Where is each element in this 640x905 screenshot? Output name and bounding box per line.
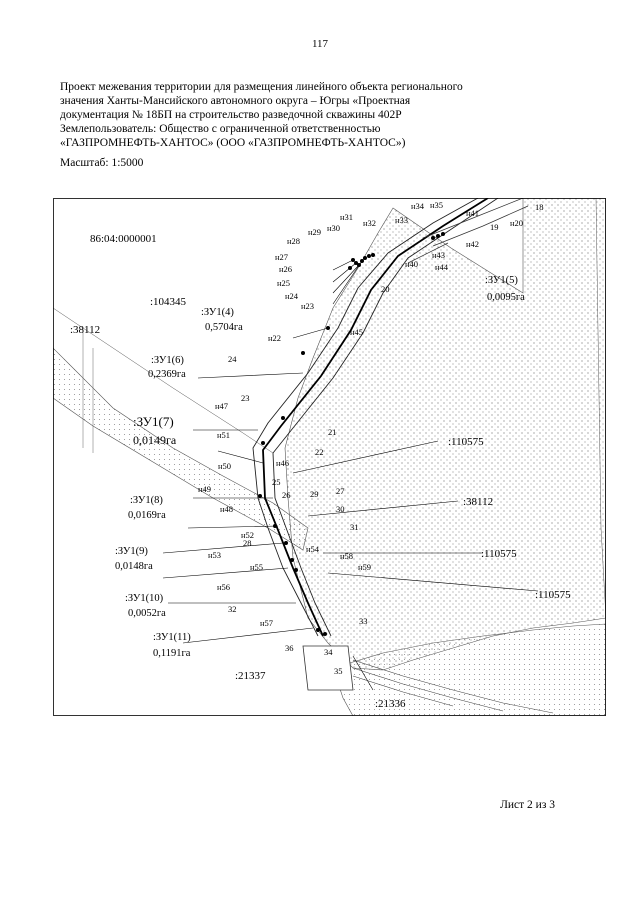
label-38112-left: :38112 — [70, 324, 101, 336]
pt-26: 26 — [282, 490, 291, 500]
pt-n25: н25 — [277, 278, 291, 288]
pt-29: 29 — [310, 489, 319, 499]
title-line-1: Проект межевания территории для размещения линейного объекта регионального — [60, 81, 463, 93]
pt-n43: н43 — [432, 250, 446, 260]
pt-n44: н44 — [435, 262, 449, 272]
pt-n40: н40 — [405, 259, 419, 269]
map-scale: Масштаб: 1:5000 — [60, 157, 144, 169]
pt-n50: н50 — [218, 461, 232, 471]
pt-n27: н27 — [275, 252, 289, 262]
pt-n58: н58 — [340, 551, 354, 561]
plot-8-area: 0,0169га — [128, 510, 166, 521]
label-quarter: 86:04:0000001 — [90, 233, 157, 245]
label-104345: :104345 — [150, 296, 187, 308]
label-21336: :21336 — [375, 698, 406, 710]
pt-n41: н41 — [466, 208, 480, 218]
pt-n31: н31 — [340, 212, 354, 222]
pt-n30: н30 — [327, 223, 341, 233]
pt-34: 34 — [324, 647, 333, 657]
pt-n35: н35 — [430, 200, 444, 210]
pt-n33: н33 — [395, 215, 409, 225]
pt-n45: н45 — [350, 327, 364, 337]
pt-n24: н24 — [285, 291, 299, 301]
pt-27: 27 — [336, 486, 345, 496]
pt-n49: н49 — [198, 484, 212, 494]
survey-map — [53, 198, 606, 716]
pt-22: 22 — [315, 447, 324, 457]
pt-21: 21 — [328, 427, 337, 437]
title-line-3: документация № 18БП на строительство разведочной скважины 402Р — [60, 109, 402, 121]
pt-n52: н52 — [241, 530, 255, 540]
plot-6-area: 0,2369га — [148, 369, 186, 380]
label-110575-a: :110575 — [448, 436, 484, 448]
pt-n54: н54 — [306, 544, 320, 554]
pt-n51: н51 — [217, 430, 231, 440]
pt-n23: н23 — [301, 301, 315, 311]
pt-32: 32 — [228, 604, 237, 614]
pt-n55: н55 — [250, 562, 264, 572]
pt-30: 30 — [336, 504, 345, 514]
pt-28: 28 — [243, 538, 252, 548]
page-number: 117 — [311, 38, 329, 50]
label-110575-c: :110575 — [535, 589, 571, 601]
pt-31: 31 — [350, 522, 359, 532]
pt-n59: н59 — [358, 562, 372, 572]
pt-n47: н47 — [215, 401, 229, 411]
plot-10-id: :ЗУ1(10) — [125, 593, 164, 604]
pt-24: 24 — [228, 354, 237, 364]
pt-36: 36 — [285, 643, 294, 653]
plot-10-area: 0,0052га — [128, 608, 166, 619]
pt-n42: н42 — [466, 239, 480, 249]
sheet-number: Лист 2 из 3 — [500, 799, 555, 811]
pt-n46: н46 — [276, 458, 290, 468]
plot-5-id: :ЗУ1(5) — [485, 275, 518, 286]
plot-6-id: :ЗУ1(6) — [151, 355, 184, 366]
pt-20: 20 — [381, 284, 390, 294]
pt-n26: н26 — [279, 264, 293, 274]
document-header — [60, 80, 560, 150]
plot-7-area: 0,0149га — [133, 433, 177, 447]
pt-18: 18 — [535, 202, 544, 212]
pt-n32: н32 — [363, 218, 377, 228]
label-110575-b: :110575 — [481, 548, 517, 560]
pt-19: 19 — [490, 222, 499, 232]
title-line-4: Землепользователь: Общество с ограниченной ответственностью — [60, 123, 381, 135]
plot-7-id: :ЗУ1(7) — [133, 414, 174, 429]
title-line-2: значения Ханты-Мансийского автономного округа – Югры «Проектная — [60, 95, 411, 107]
pt-25: 25 — [272, 477, 281, 487]
pt-n34: н34 — [411, 201, 425, 211]
plot-4-id: :ЗУ1(4) — [201, 307, 234, 318]
pt-n57: н57 — [260, 618, 274, 628]
plot-4-area: 0,5704га — [205, 322, 243, 333]
pt-23: 23 — [241, 393, 250, 403]
plot-11-area: 0,1191га — [153, 648, 191, 659]
label-38112-mid: :38112 — [463, 496, 494, 508]
pt-n20: н20 — [510, 218, 524, 228]
pt-n28: н28 — [287, 236, 301, 246]
plot-8-id: :ЗУ1(8) — [130, 495, 163, 506]
plot-5-area: 0,0095га — [487, 292, 525, 303]
pt-35: 35 — [334, 666, 343, 676]
plot-11-id: :ЗУ1(11) — [153, 632, 191, 643]
pt-n53: н53 — [208, 550, 222, 560]
title-line-5: «ГАЗПРОМНЕФТЬ-ХАНТОС» (ООО «ГАЗПРОМНЕФТЬ-ХАНТОС») — [60, 137, 406, 149]
pt-n29: н29 — [308, 227, 322, 237]
pt-n56: н56 — [217, 582, 231, 592]
pt-n48: н48 — [220, 504, 234, 514]
pt-33: 33 — [359, 616, 368, 626]
pt-n22: н22 — [268, 333, 282, 343]
label-21337: :21337 — [235, 670, 266, 682]
plot-9-area: 0,0148га — [115, 561, 153, 572]
plot-9-id: :ЗУ1(9) — [115, 546, 148, 557]
